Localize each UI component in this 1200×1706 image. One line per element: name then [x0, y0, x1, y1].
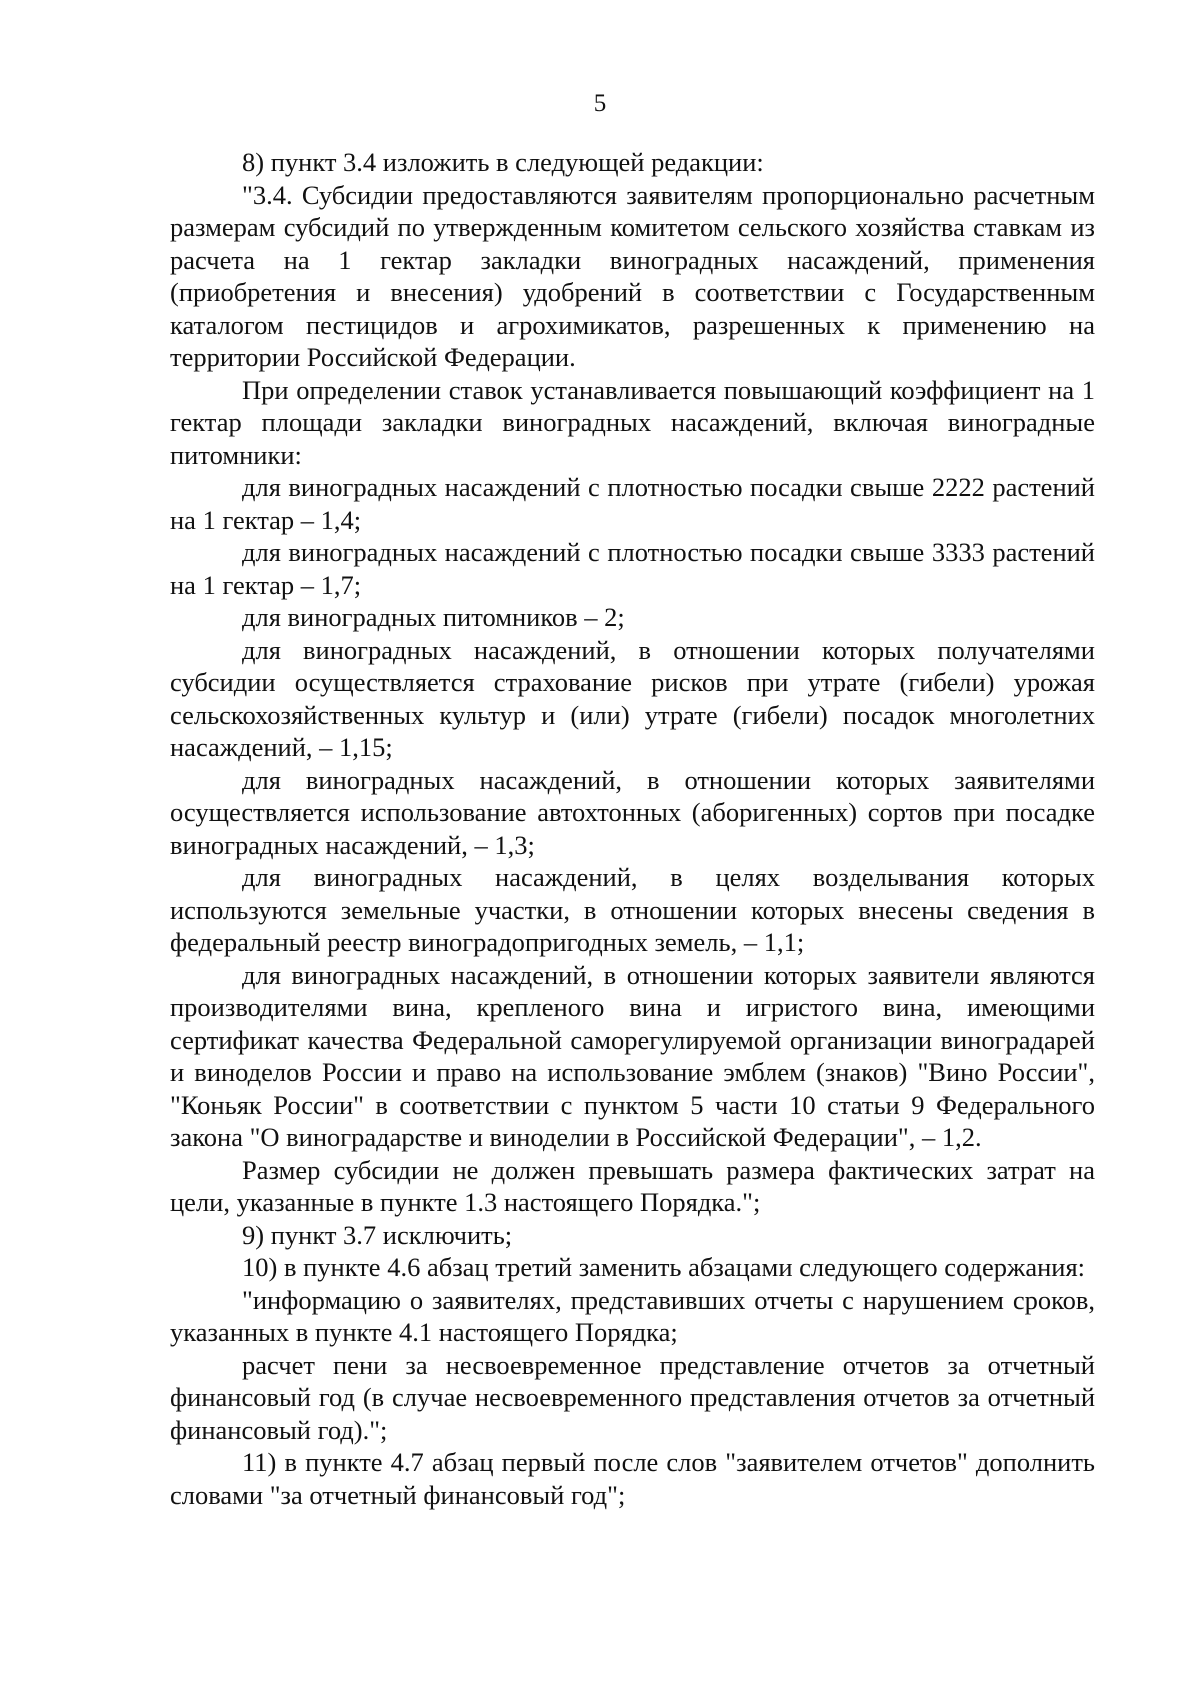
paragraph-coefficient-3333: для виноградных насаждений с плотностью посадки свыше 3333 растений на 1 гектар – 1,7; [170, 537, 1095, 600]
paragraph-item-9: 9) пункт 3.7 исключить; [242, 1219, 513, 1250]
paragraph-subsidy-limit: Размер субсидии не должен превышать размера фактических затрат на цели, указанные в пункте 1.3 настоящего Порядка."; [170, 1154, 1095, 1217]
paragraph-applicants-info: "информацию о заявителях, представивших отчеты с нарушением сроков, указанных в пункте 4.1 настоящего Порядка; [170, 1284, 1095, 1347]
document-body [170, 146, 1095, 1511]
paragraph-coefficient-autochthonous: для виноградных насаждений, в отношении которых заявителями осуществляется использование автохтонных (аборигенных) сортов при посадке виноградных насаждений, – 1,3; [170, 764, 1095, 860]
paragraph-coefficient-nurseries: для виноградных питомников – 2; [242, 602, 625, 632]
paragraph-coefficient-intro: При определении ставок устанавливается повышающий коэффициент на 1 гектар площади закладки виноградных насаждений, включая виноградные питомники: [170, 374, 1095, 470]
page-number: 5 [593, 90, 607, 117]
paragraph-penalty-calculation: расчет пени за несвоевременное представление отчетов за отчетный финансовый год (в случае несвоевременного представления отчетов за отчетный финансовый год)."; [170, 1349, 1095, 1445]
paragraph-item-11: 11) в пункте 4.7 абзац первый после слов "заявителем отчетов" дополнить словами "за отчетный финансовый год"; [170, 1447, 1095, 1510]
paragraph-coefficient-insurance: для виноградных насаждений, в отношении которых получателями субсидии осуществляется страхование рисков при утрате (гибели) урожая сельскохозяйственных культур и (или) утрате (гибели) посадок многолетних насаждений, – 1,15; [170, 634, 1095, 762]
paragraph-coefficient-registry: для виноградных насаждений, в целях возделывания которых используются земельные участки, в отношении которых внесены сведения в федеральный реестр виноградопригодных земель, – 1,1; [170, 862, 1095, 957]
paragraph-coefficient-2222: для виноградных насаждений с плотностью посадки свыше 2222 растений на 1 гектар – 1,4; [170, 472, 1095, 535]
paragraph-item-8: 8) пункт 3.4 изложить в следующей редакции: [242, 147, 764, 177]
paragraph-clause-3-4: "3.4. Субсидии предоставляются заявителям пропорционально расчетным размерам субсидий по утвержденным комитетом сельского хозяйства ставкам из расчета на 1 гектар закладки виноградных насаждений, применения (приобретения и внесения) удобрений в соответствии с Государственным каталогом пестицидов и агрохимикатов, разрешенных к применению на территории Российской Федерации. [170, 179, 1095, 372]
paragraph-item-10: 10) в пункте 4.6 абзац третий заменить абзацами следующего содержания: [242, 1252, 1086, 1282]
paragraph-coefficient-wine-producers: для виноградных насаждений, в отношении которых заявители являются производителями вина, крепленого вина и игристого вина, имеющими сертификат качества Федеральной саморегулируемой организации виноградарей и виноделов России и право на использование эмблем (знаков) "Вино России", "Коньяк России" в соответствии с пунктом 5 части 10 статьи 9 Федерального закона "О виноградарстве и виноделии в Российской Федерации", – 1,2. [170, 959, 1095, 1152]
